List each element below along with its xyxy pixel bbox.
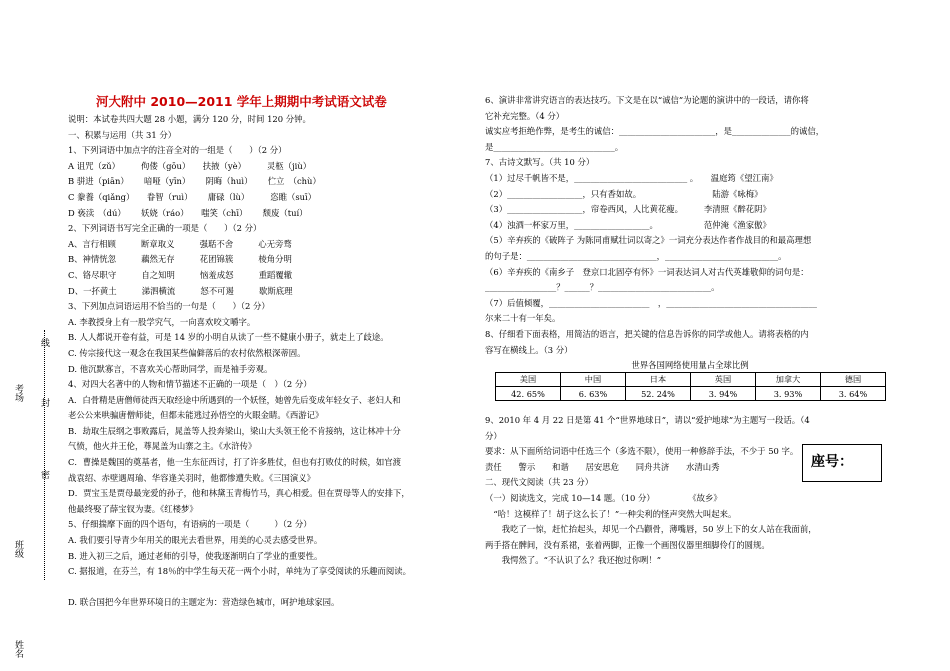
poem-line: （2）__________________，只有香如故。 陆游《咏梅》	[485, 188, 763, 199]
poem-line: （4）浊酒一杯家万里，__________________。 范仲淹《渔家傲》	[485, 219, 771, 230]
question-5: 5、仔细揣摩下面的四个语句，有语病的一项是（ ）（2 分）	[68, 519, 312, 530]
question-8: 8、仔细看下面表格，用简洁的语言，把关键的信息告诉你的同学或他人。请将表格的内	[485, 328, 809, 339]
fill-line: 是_____________________________。	[485, 141, 624, 152]
margin-seal-seal: 封	[39, 398, 49, 407]
text-line: 它补充完整。（4 分）	[485, 110, 565, 121]
margin-seal-mi: 密	[39, 470, 49, 479]
option-line: A. 我们要引导青少年用关的眼光去看世界，用美的心灵去感受世界。	[68, 535, 323, 546]
text-line: 说明：本试卷共四大题 28 小题，满分 120 分，时间 120 分钟。	[68, 114, 311, 124]
question-2: 2、下列词语书写完全正确的一项是（ ）（2 分）	[68, 223, 262, 234]
poem-line: （5）辛弃疾的《破阵子 为陈同甫赋壮词以寄之》一词充分表达作者作战目的和最高理想	[485, 235, 812, 246]
option-line: C. 据报道，在芬兰，有 18％的中学生每天花一两个小时，单纯为了享受阅读的乐趣而阅读。	[68, 566, 411, 577]
question-7: 7、古诗文默写。（共 10 分）	[485, 157, 595, 168]
table-caption: 世界各国网络使用量占全球比例	[631, 360, 749, 371]
table-header-cell: 中国	[561, 373, 626, 387]
table-cell: 42. 65%	[496, 387, 561, 401]
section-heading: 一、积累与运用（共 31 分）	[68, 129, 177, 140]
seat-number-box	[802, 444, 882, 482]
binding-margin	[0, 0, 60, 671]
margin-name-label: 姓名	[13, 640, 23, 658]
option-line: C 豢養（qiǎng） 眷智（ruì） 庸碌（lù） 恣睢（suī）	[68, 191, 317, 202]
table-header-cell: 日本	[626, 373, 691, 387]
option-line: B．劫取生辰纲之事败露后，晁盖等人投奔梁山，梁山大头领王伦不肯接纳，这让林冲十分	[68, 425, 401, 436]
question-1: 1、下列词语中加点字的注音全对的一组是（ ）（2 分）	[68, 145, 287, 156]
table-cell: 52. 24%	[626, 387, 691, 401]
seat-number-label: 座号：	[811, 454, 853, 470]
option-line: D. 他沉默寡言，不喜欢关心帮助同学，而是袖手旁观。	[68, 363, 273, 374]
table-cell: 3. 64%	[821, 387, 886, 401]
passage-line: “哈！这模样了！胡子这么长了！”一种尖利的怪声突然大叫起来。	[485, 508, 737, 519]
option-line: A．白骨精是唐僧师徒西天取经途中所遇到的一个妖怪，她曾先后变成年轻女子、老妇人和	[68, 394, 401, 405]
option-line: C．曹操是魏国的奠基者，他一生东征西讨，打了许多胜仗，但也有打败仗的时候，如官渡	[68, 457, 402, 468]
table-header-row	[496, 373, 886, 387]
margin-room-label: 考场	[13, 384, 23, 402]
left-column	[68, 112, 473, 611]
requirement-line: 要求：从下面所给词语中任选三个（多选不限），使用一种修辞手法，不少于 50 字。	[485, 446, 799, 457]
passage-line: 我吃了一惊，赶忙抬起头，却见一个凸颧骨，薄嘴唇，50 岁上下的女人站在我面前，	[485, 524, 817, 535]
fill-line: _________________？______？___________________________。	[485, 282, 720, 293]
text-line: 分）	[485, 430, 502, 441]
word-list: 责任 警示 和谐 居安思危 同舟共济 水清山秀	[485, 461, 720, 472]
margin-seal-line: 线	[39, 338, 49, 347]
right-column	[485, 93, 890, 569]
reading-heading: （一）阅读选文，完成 10—14 题。（10 分） 《故乡》	[485, 493, 722, 504]
table-cell: 3. 94%	[691, 387, 756, 401]
poem-line: （1）过尽千帆皆不是，___________________________ 。 温庭筠《望江南》	[485, 172, 778, 183]
option-line: A 诅咒（zǔ） 佝偻（gōu） 扶掖（yè） 灵柩（jiù）	[68, 160, 312, 171]
option-line: 他最终娶了薛宝钗为妻。《红楼梦》	[68, 503, 198, 514]
table-cell: 6. 63%	[561, 387, 626, 401]
text-line: 容写在横线上。（3 分）	[485, 344, 573, 355]
section-heading: 二、现代文阅读（共 23 分）	[485, 477, 594, 488]
data-table	[495, 372, 886, 401]
question-4: 4、对四大名著中的人物和情节描述不正确的一项是（ ）（2 分）	[68, 379, 312, 390]
option-line: B、神情恍忽 藕然无存 花团锦簇 棱角分明	[68, 254, 292, 265]
option-line: B. 人人都说开卷有益，可是 14 岁的小明自从读了一些不健康小册子，就走上了歧途。	[68, 332, 389, 343]
option-line: C. 传宗接代这一观念在我国某些偏僻落后的农村依然根深蒂固。	[68, 347, 306, 358]
question-9: 9、2010 年 4 月 22 日是第 41 个“世界地球日”，请以“爱护地球”为主题写一段话。（4	[485, 415, 810, 426]
table-header-cell: 英国	[691, 373, 756, 387]
poem-line: （3）__________________，帘卷西风，人比黄花瘦。 李清照《醉花阴》	[485, 204, 771, 215]
margin-class-label: 班级	[13, 540, 23, 558]
passage-line: 我愕然了。“不认识了么？我还抱过你咧！”	[485, 555, 662, 566]
table-row	[496, 387, 886, 401]
question-3: 3、下列加点词语运用不恰当的一句是（ ）（2 分）	[68, 301, 270, 312]
table-header-cell: 德国	[821, 373, 886, 387]
option-line: B 骈进（piān） 喑哑（yīn） 阴晦（huì） 伫立 （chù）	[68, 176, 321, 187]
option-line: A、言行相顾 断章取义 强聒不舍 心无旁骛	[68, 238, 292, 249]
spacer	[485, 401, 890, 413]
text-line: 尔来二十有一年矣。	[485, 313, 561, 324]
option-line: D. 联合国把今年世界环境日的主题定为：营造绿色城市，呵护地球家园。	[68, 597, 340, 608]
fill-line: （7）后值倾覆，________________________ ，____________________________________	[485, 297, 817, 308]
seal-line	[44, 330, 46, 580]
option-line: B. 进入初三之后，通过老师的引导，使我逐渐明白了学业的重要性。	[68, 550, 323, 561]
option-line: A. 李教授身上有一股学究气，一向喜欢咬文嚼字。	[68, 316, 256, 327]
fill-line: 诚实应考拒绝作弊，是考生的诚信：_______________________，是______________的诚信，	[485, 126, 825, 137]
exam-title: 河大附中 2010—2011 学年上期期中考试语文试卷	[96, 94, 387, 109]
option-line: D 亵渎 （dú） 妖娆（ráo） 嗤笑（chī） 颓废（tuí）	[68, 207, 308, 218]
option-line: D、一抔黄土 涕泗横流 怒不可遏 歇斯底理	[68, 285, 293, 296]
passage-line: 两手搭在髀间，没有系裙，张着两脚，正像一个画图仪器里细脚伶仃的圆规。	[485, 539, 770, 550]
option-line: 老公公来哄骗唐僧师徒，但都未能逃过孙悟空的火眼金睛。《西游记》	[68, 410, 324, 421]
option-line: 战袁绍、赤壁遇周瑜、华容逢关羽时，他都惨遭失败。《三国演义》	[68, 472, 316, 483]
table-header-cell: 美国	[496, 373, 561, 387]
question-6: 6、演讲非常讲究语言的表达技巧。下文是在以“诚信”为论题的演讲中的一段话，请你将	[485, 95, 809, 105]
table-cell: 3. 93%	[756, 387, 821, 401]
spacer	[68, 580, 473, 596]
option-line: D．贾宝玉是贾母最宠爱的孙子，他和林黛玉青梅竹马，真心相爱。但在贾母等人的安排下，	[68, 488, 410, 499]
fill-line: 的句子是：_______________________________，___________________________。	[485, 250, 787, 261]
poem-line: （6）辛弃疾的《南乡子 登京口北固亭有怀》一词表达词人对古代英雄敬仰的词句是：	[485, 266, 809, 277]
option-line: 气愤，他火并王伦，尊晁盖为山寨之主。《水浒传》	[68, 441, 257, 452]
option-line: C、铬尽职守 自之知明 恼羞成怒 重蹈覆辙	[68, 269, 293, 280]
table-header-cell: 加拿大	[756, 373, 821, 387]
